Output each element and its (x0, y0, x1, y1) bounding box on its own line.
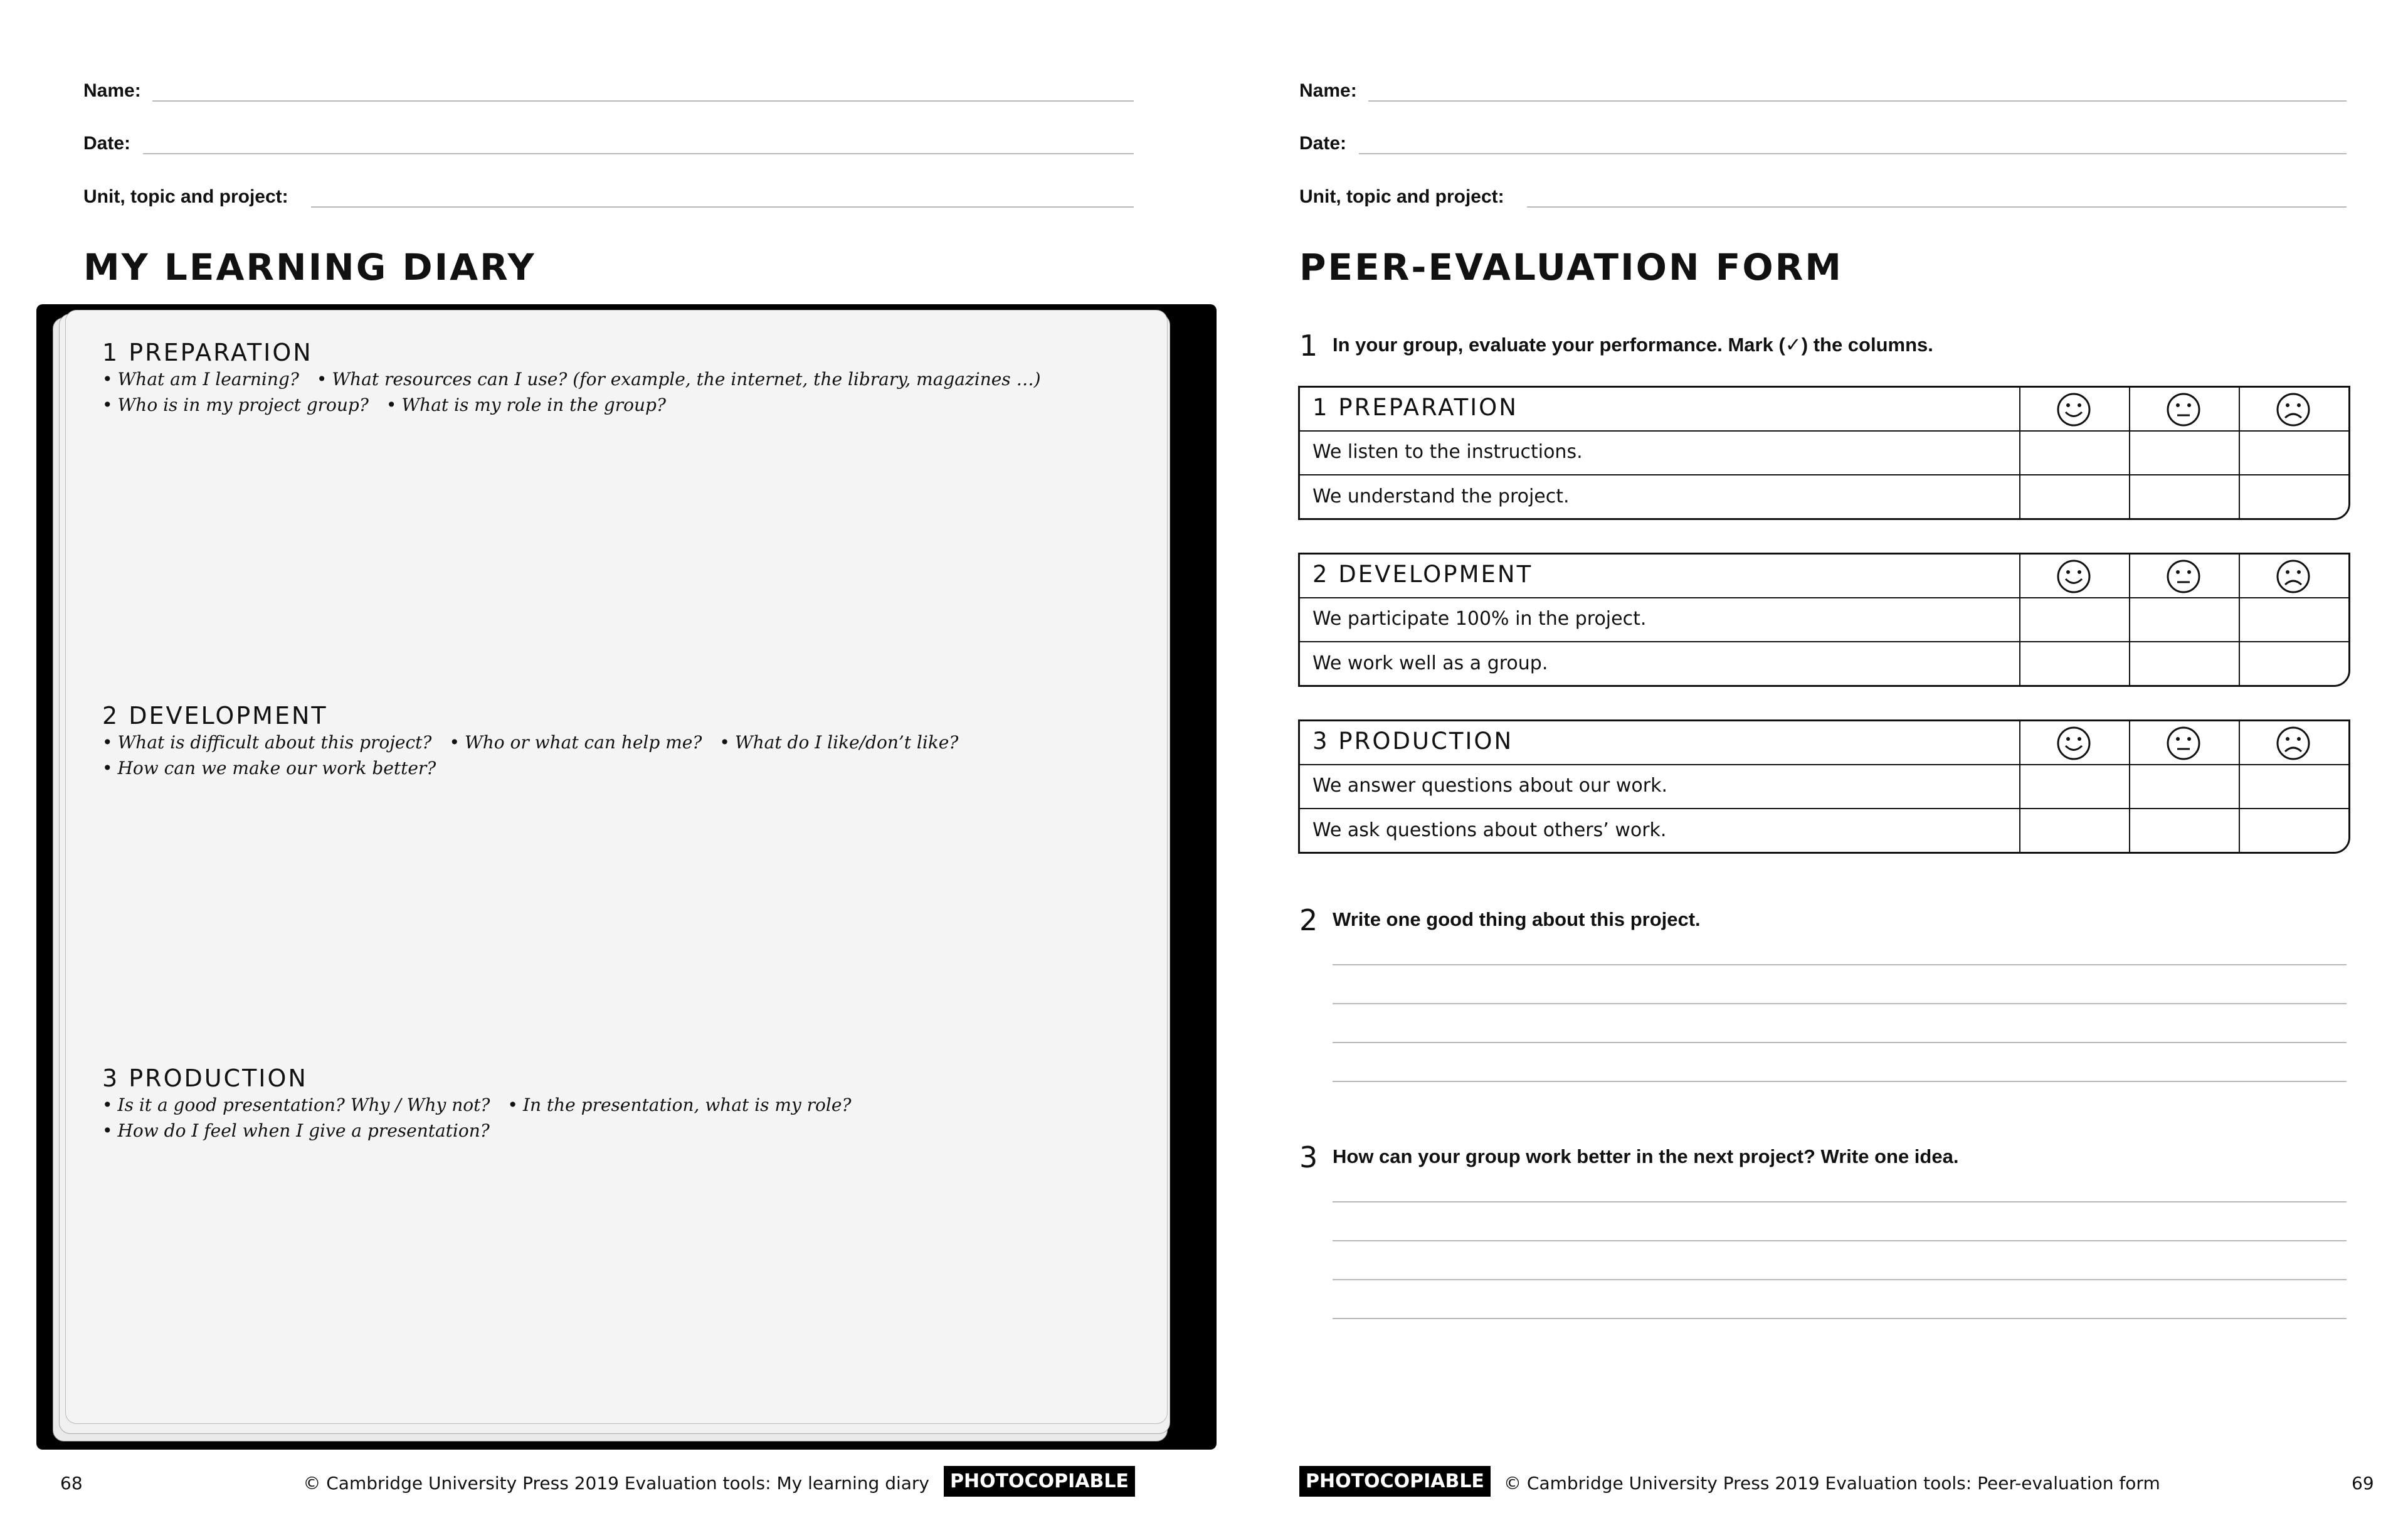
answer-line[interactable] (1333, 1042, 2347, 1043)
table-row: We participate 100% in the project. (1312, 608, 1647, 630)
answer-line[interactable] (1333, 1279, 2347, 1280)
answer-line[interactable] (1333, 1003, 2347, 1004)
prompt-item: • How do I feel when I give a presentation? (102, 1120, 490, 1141)
copyright-text: © Cambridge University Press 2019 Evaluation tools: Peer-evaluation form (1504, 1473, 2160, 1494)
diary-section-title: 3 PRODUCTION (102, 1064, 308, 1092)
prompt-item: • What is difficult about this project? (102, 732, 432, 753)
diary-prompts (102, 395, 666, 415)
name-field[interactable] (1368, 100, 2347, 102)
prompt-item: • How can we make our work better? (102, 758, 436, 778)
sad-face-icon (2275, 558, 2311, 595)
check-cell[interactable] (2130, 765, 2237, 807)
check-cell[interactable] (2130, 598, 2237, 640)
check-cell[interactable] (2020, 475, 2128, 517)
date-label: Date: (83, 133, 131, 154)
check-cell[interactable] (2130, 475, 2237, 517)
question-number: 3 (1299, 1140, 1318, 1174)
table-row: We work well as a group. (1312, 652, 1548, 674)
check-cell[interactable] (2130, 432, 2237, 473)
answer-line[interactable] (1333, 1318, 2347, 1319)
check-cell[interactable] (2130, 642, 2237, 684)
prompt-item: • What do I like/don’t like? (719, 732, 959, 753)
check-cell[interactable] (2240, 642, 2347, 684)
sad-face-icon (2275, 725, 2311, 762)
page-title: MY LEARNING DIARY (83, 246, 536, 289)
photocopiable-badge: PHOTOCOPIABLE (944, 1466, 1135, 1497)
copyright-text: © Cambridge University Press 2019 Evaluation tools: My learning diary (303, 1473, 929, 1494)
check-cell[interactable] (2020, 598, 2128, 640)
diary-prompts (102, 1095, 851, 1115)
name-label: Name: (83, 80, 141, 101)
check-cell[interactable] (2020, 432, 2128, 473)
prompt-item: • In the presentation, what is my role? (507, 1095, 852, 1115)
page-title: PEER-EVALUATION FORM (1299, 246, 1844, 289)
check-cell[interactable] (2240, 765, 2347, 807)
date-field[interactable] (143, 153, 1134, 154)
answer-line[interactable] (1333, 1081, 2347, 1082)
question-text: In your group, evaluate your performance. Mark (✓) the columns. (1333, 334, 1933, 356)
neutral-face-icon (2165, 558, 2202, 595)
prompt-item: • What am I learning? (102, 369, 299, 390)
name-label: Name: (1299, 80, 1357, 101)
unit-label: Unit, topic and project: (1299, 186, 1504, 207)
unit-label: Unit, topic and project: (83, 186, 288, 207)
page-number: 68 (60, 1473, 83, 1494)
neutral-face-icon (2165, 725, 2202, 762)
date-field[interactable] (1359, 153, 2347, 154)
table-row: We ask questions about others’ work. (1312, 819, 1667, 841)
diary-prompts (102, 732, 958, 753)
check-cell[interactable] (2240, 475, 2347, 517)
table-title: 3 PRODUCTION (1312, 728, 1514, 755)
answer-line[interactable] (1333, 1201, 2347, 1202)
table-row: We understand the project. (1312, 486, 1570, 507)
date-label: Date: (1299, 133, 1347, 154)
notebook-page[interactable] (65, 310, 1168, 1424)
evaluation-table-production (1298, 719, 2350, 854)
unit-field[interactable] (311, 206, 1134, 208)
prompt-item: • Is it a good presentation? Why / Why not? (102, 1095, 490, 1115)
diary-prompts (102, 1120, 490, 1141)
diary-prompts (102, 758, 436, 778)
check-cell[interactable] (2130, 809, 2237, 851)
diary-section-title: 1 PREPARATION (102, 339, 313, 366)
neutral-face-icon (2165, 391, 2202, 428)
question-number: 1 (1299, 329, 1318, 363)
check-cell[interactable] (2020, 765, 2128, 807)
prompt-item: • What resources can I use? (for example, the internet, the library, magazines …) (316, 369, 1041, 390)
table-title: 2 DEVELOPMENT (1312, 561, 1533, 588)
check-cell[interactable] (2240, 432, 2347, 473)
check-cell[interactable] (2240, 598, 2347, 640)
diary-prompts (102, 369, 1041, 390)
smiling-face-icon (2056, 558, 2092, 595)
photocopiable-badge: PHOTOCOPIABLE (1299, 1466, 1491, 1497)
table-title: 1 PREPARATION (1312, 394, 1518, 421)
unit-field[interactable] (1527, 206, 2347, 208)
check-cell[interactable] (2020, 809, 2128, 851)
prompt-item: • Who or what can help me? (449, 732, 702, 753)
smiling-face-icon (2056, 725, 2092, 762)
table-row: We listen to the instructions. (1312, 441, 1583, 463)
sad-face-icon (2275, 391, 2311, 428)
page-number: 69 (2352, 1473, 2374, 1494)
smiling-face-icon (2056, 391, 2092, 428)
name-field[interactable] (152, 100, 1134, 102)
evaluation-table-preparation (1298, 386, 2350, 520)
question-text: Write one good thing about this project. (1333, 908, 1701, 930)
diary-section-title: 2 DEVELOPMENT (102, 702, 328, 730)
question-text: How can your group work better in the next project? Write one idea. (1333, 1145, 1959, 1167)
answer-line[interactable] (1333, 1240, 2347, 1241)
answer-line[interactable] (1333, 964, 2347, 965)
prompt-item: • What is my role in the group? (386, 395, 666, 415)
check-cell[interactable] (2240, 809, 2347, 851)
table-row: We answer questions about our work. (1312, 775, 1668, 797)
evaluation-table-development (1298, 553, 2350, 687)
prompt-item: • Who is in my project group? (102, 395, 369, 415)
question-number: 2 (1299, 903, 1318, 937)
check-cell[interactable] (2020, 642, 2128, 684)
